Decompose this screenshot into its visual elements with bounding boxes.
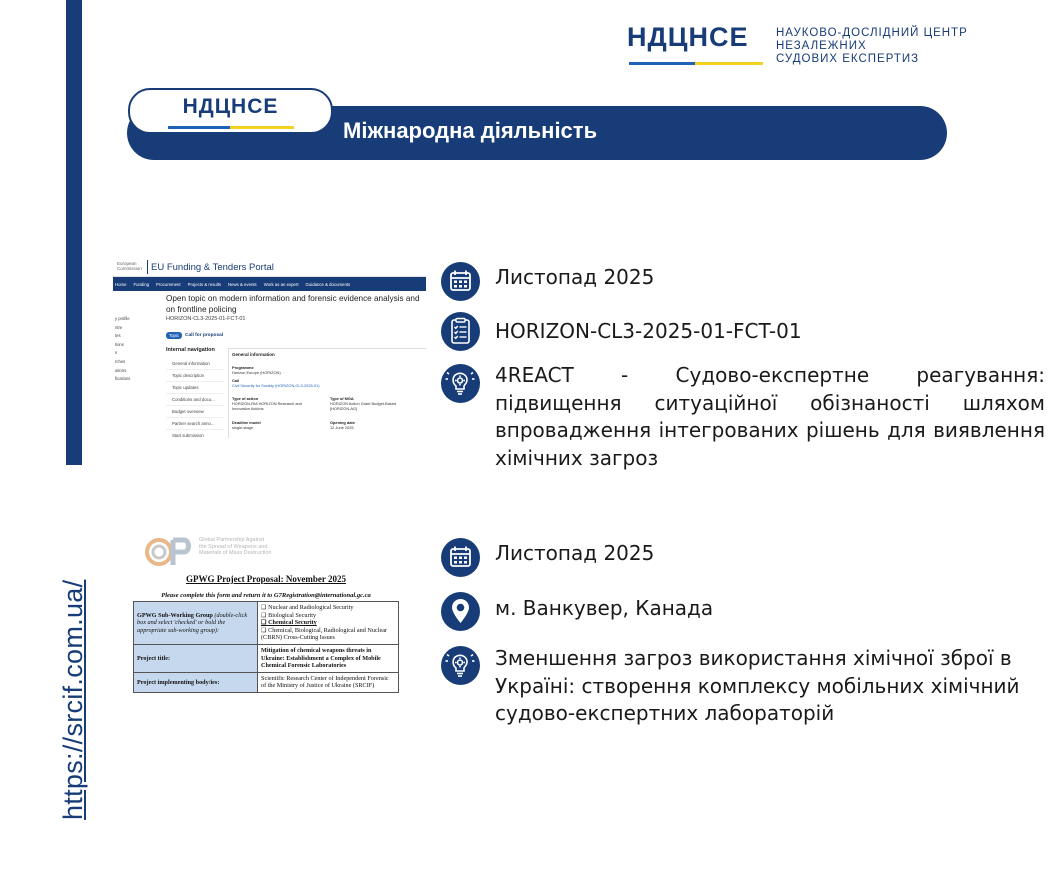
brand-underline-yellow bbox=[695, 62, 763, 65]
lightbulb-gear-icon bbox=[441, 646, 480, 685]
internal-nav-item: Topic description bbox=[166, 370, 224, 382]
calendar-icon bbox=[441, 538, 480, 577]
project2-description: Зменшення загроз використання хімічної зброї в Україні: створення комплексу мобільних хімічний судово-експертних лабораторій bbox=[495, 646, 1020, 725]
proposal-table bbox=[133, 601, 399, 693]
internal-nav-item: Budget overview bbox=[166, 406, 224, 418]
topic-tags bbox=[166, 332, 223, 339]
portal-nav-item: News & events bbox=[228, 281, 257, 287]
portal-nav-item: Guidance & documents bbox=[305, 281, 351, 287]
panel-title: General information bbox=[232, 352, 275, 357]
programme-field: Programme Horizon Europe (HORIZON) bbox=[232, 365, 281, 375]
internal-nav-item: Start submission bbox=[166, 430, 224, 438]
location-pin-icon bbox=[441, 592, 480, 631]
portal-nav-item: Home bbox=[115, 281, 127, 287]
gp-organization-name: Global Partnership Against the Spread of Weapons and Materials of Mass Destruction bbox=[199, 537, 272, 556]
website-link[interactable]: https://srcif.com.ua/ bbox=[58, 579, 88, 820]
document-checklist-icon bbox=[441, 312, 480, 351]
eu-portal-screenshot bbox=[113, 252, 426, 438]
left-menu-item: tes bbox=[115, 333, 121, 339]
internal-nav-title: Internal navigation bbox=[166, 347, 215, 353]
portal-title: EU Funding & Tenders Portal bbox=[151, 262, 274, 273]
portal-nav-item: Funding bbox=[133, 281, 149, 287]
left-menu-item: ations bbox=[115, 367, 127, 373]
topic-code: HORIZON-CL3-2025-01-FCT-01 bbox=[166, 316, 246, 322]
project1-code: HORIZON-CL3-2025-01-FCT-01 bbox=[495, 319, 802, 343]
left-menu-item: fications bbox=[115, 376, 131, 382]
calendar-icon bbox=[441, 262, 480, 301]
project2-location: м. Ванкувер, Канада bbox=[495, 596, 714, 620]
portal-nav bbox=[113, 277, 426, 291]
project2-date: Листопад 2025 bbox=[495, 541, 655, 565]
badge-underline-blue bbox=[168, 126, 230, 129]
left-menu-item: tions bbox=[115, 341, 124, 347]
internal-nav-item: Conditions and docu... bbox=[166, 394, 224, 406]
proposal-title: GPWG Project Proposal: November 2025 bbox=[186, 574, 346, 584]
portal-nav-item: Procurement bbox=[156, 281, 181, 287]
type-action-field: Type of action HORIZON-RIA HORIZON Research and Innovation Actions bbox=[232, 396, 302, 411]
banner-badge bbox=[128, 88, 333, 134]
portal-header bbox=[113, 252, 426, 277]
table-row: GPWG Sub-Working Group (double-click box and select 'checked' or bold the appropriate sub-working group): ❑ Nuclear and Radiological Security ❑ Biological Security ❑ Chemical Security ❑ Chemical, Biological, Radiological and Nuclear (CBRN) Cross-Cutting Issues bbox=[134, 602, 399, 645]
left-menu-item: y profile bbox=[115, 316, 130, 321]
left-menu-item: s bbox=[115, 350, 118, 356]
proposal-instruction: Please complete this form and return it to G7Registration@international.gc.ca bbox=[161, 592, 371, 599]
global-partnership-logo bbox=[139, 535, 199, 569]
call-tag: Call for proposal bbox=[185, 333, 224, 338]
side-accent-bar bbox=[66, 0, 82, 465]
internal-nav-item: Partner search anno... bbox=[166, 418, 224, 430]
brand-underline-blue bbox=[629, 62, 695, 65]
brand-abbreviation: НДЦНСЕ bbox=[627, 22, 749, 52]
type-mga-field: Type of MGA HORIZON Action Grant Budget-Based [HORIZON-AG] bbox=[330, 396, 397, 411]
portal-left-menu bbox=[113, 316, 161, 385]
header-separator bbox=[147, 260, 148, 274]
gpwg-proposal-screenshot bbox=[131, 533, 401, 705]
project1-description: 4REACT - Судово-експертне реагування: підвищення ситуаційної обізнаності шляхом впровадження інтегрованих рішень для виявлення хімічних загроз bbox=[495, 363, 1045, 470]
deadline-field: Deadline model single-stage bbox=[232, 420, 261, 430]
topic-tag: Topic bbox=[166, 332, 182, 339]
brand-full-name: НАУКОВО-ДОСЛІДНИЙ ЦЕНТР НЕЗАЛЕЖНИХ СУДОВИХ ЕКСПЕРТИЗ bbox=[776, 27, 968, 65]
general-info-panel bbox=[228, 348, 426, 438]
topic-heading: Open topic on modern information and forensic evidence analysis and on frontline policing bbox=[166, 294, 420, 314]
table-row: Project implementing body/ies: Scientific Research Center of Independent Forensic of the Ministry of Justice of Ukraine (SRCIF) bbox=[134, 672, 399, 692]
ec-label: European Commission bbox=[117, 261, 142, 271]
internal-nav-item: General information bbox=[166, 358, 224, 370]
portal-nav-item: Work as an expert bbox=[263, 281, 299, 287]
badge-abbreviation: НДЦНСЕ bbox=[182, 95, 279, 118]
internal-nav-list bbox=[166, 358, 224, 438]
call-field: Call Civil Security for Society (HORIZON-CL3-2025-01) bbox=[232, 378, 320, 388]
opening-date-field: Opening date 12 June 2025 bbox=[330, 420, 355, 430]
project1-date: Листопад 2025 bbox=[495, 265, 655, 289]
section-title: Міжнародна діяльність bbox=[343, 118, 598, 143]
left-menu-item: rches bbox=[115, 358, 126, 364]
table-row: Project title: Mitigation of chemical weapons threats in Ukraine: Establishment a Complex of Mobile Chemical Forensic Laboratories bbox=[134, 644, 399, 672]
lightbulb-gear-icon bbox=[441, 364, 480, 403]
internal-nav-item: Topic updates bbox=[166, 382, 224, 394]
portal-nav-item: Projects & results bbox=[187, 281, 222, 287]
badge-underline-yellow bbox=[230, 126, 294, 129]
left-menu-item: ntre bbox=[115, 324, 123, 330]
